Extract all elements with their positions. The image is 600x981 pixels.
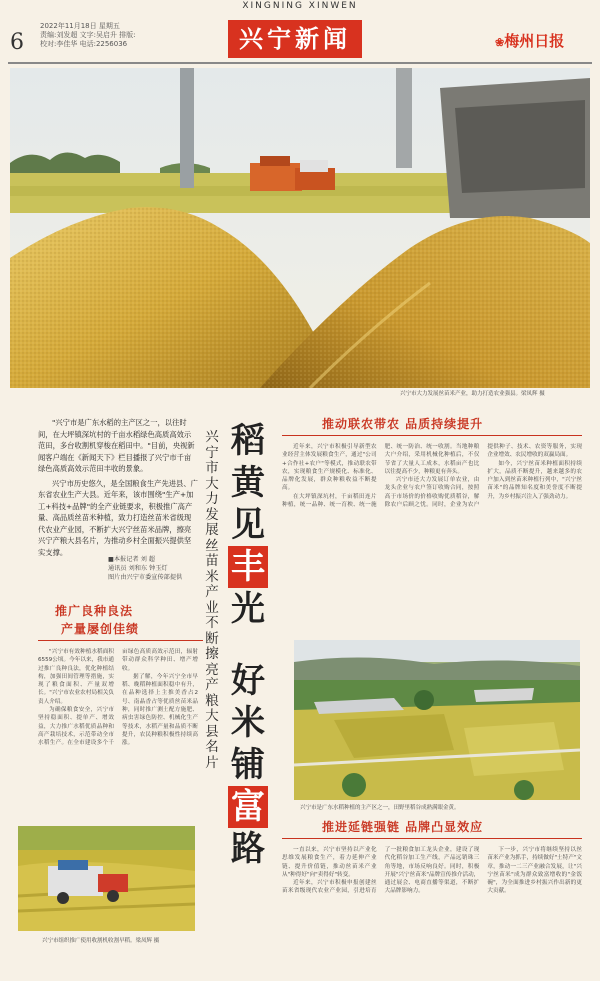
- section2-rule: [282, 435, 582, 436]
- harvester-illustration: [18, 826, 195, 931]
- byline-line: ■本报记者 刘 超: [108, 556, 155, 563]
- newspaper-logo-text: 梅州日报: [504, 32, 565, 50]
- section1-photo-caption: 兴宁市组织推广使用收割机收割早稻。梁凤辉 摄: [42, 938, 160, 944]
- section1-photo-harvester: [18, 826, 195, 931]
- body-paragraph: 近年来，兴宁市积极引导新型农业经营主体发展粮食生产，通过"公司+合作社+农户"等模式，推动联农带农，实现粮食生产规模化、标准化、品牌化发展，群众种粮收益不断提高。: [282, 444, 377, 492]
- section2-photo-aerial-fields: [294, 640, 580, 800]
- section3-body: [282, 846, 582, 974]
- newspaper-logo: [495, 30, 564, 51]
- header-meta-line: 校对:李佳华 电话:2256036: [40, 40, 128, 48]
- headline-char: 见: [231, 505, 265, 545]
- section3-title: 推进延链强链 品牌凸显效应: [322, 820, 484, 834]
- rice-harvest-illustration: [10, 68, 590, 388]
- body-paragraph: 下一步，兴宁市将继续坚持以丝苗米产业为抓手，持续做好"土特产"文章，推动一二三产业融合发展，让"兴宁丝苗米"成为群众致富增收的"金饭碗"，为全面推进乡村振兴作出新的更大贡献。: [487, 847, 582, 895]
- headline-subtitle: 兴宁市大力发展丝苗米产业不断擦亮产粮大县名片: [205, 429, 219, 771]
- headline-char: 米: [231, 703, 265, 743]
- body-paragraph: 在大坪镇深坑村，千亩稻田连片种植，统一品种、统一育秧、统一施肥、统一防治、统一收割。当地种粮大户介绍，采用机械化种植后，不仅节省了大量人工成本，水稻亩产也比以往提高不少，种粮更有奔头。: [282, 444, 480, 509]
- lead-paragraph: 兴宁市历史悠久，是全国粮食生产先进县、广东省农业生产大县。近年来，该市围绕"生产+加工+科技+品牌"的全产业链要求，积极推广高产量、高品质丝苗米种植，致力打造丝苗米省级现代农业产业园，不断扩大兴宁丝苗米品牌，擦亮兴宁产粮大县名片，为推动乡村全面振兴提供坚实支撑。: [38, 478, 198, 557]
- headline-char: 好: [231, 661, 265, 701]
- body-paragraph: 据了解，今年兴宁全市早稻、晚稻种植面积稳中有升，在品种选择上主推美香占2号、南晶香占等优质丝苗米品种，同时推广测土配方施肥、病虫害绿色防控、机械化生产等技术，水稻产量和品质不断提升，农民种粮积极性持续高涨。: [122, 673, 198, 747]
- section1-body: [38, 648, 198, 816]
- section1-title-line: 推广良种良法: [55, 604, 134, 618]
- section3-rule: [282, 838, 582, 839]
- header-rule: [8, 62, 592, 64]
- headline-char-highlight: 丰: [228, 546, 268, 588]
- section1-rule: [38, 640, 203, 641]
- plum-blossom-icon: ❀: [495, 36, 505, 49]
- header-meta-line: 责编:刘发超 文字:吴启升 排版:: [40, 31, 136, 39]
- lead-paragraphs: [38, 417, 198, 561]
- body-paragraph: "兴宁市有效种植水稻面积6559公顷。今年以来，我市通过推广良种良法，优化种植结构，加强田间管理等措施，实现了粮食面积、产量双增长。"兴宁市农业农村局相关负责人介绍。: [38, 649, 114, 705]
- header-meta: [40, 22, 136, 49]
- headline-char: 黄: [231, 463, 265, 503]
- header-pinyin: XINGNING XINWEN: [242, 1, 358, 11]
- section1-title: [55, 602, 139, 638]
- body-paragraph: 一直以来，兴宁市坚持以产业化思维发展粮食生产，着力延伸产业链、提升价值链，推动丝苗米产业从"种得好"向"卖得好"转变。: [282, 847, 377, 878]
- body-paragraph: 为确保粮食安全，兴宁市坚持稳面积、提单产、增效益，大力推广水稻优质品种和高产栽培技术，示范带动全市水稻生产。在全市建设多个千亩绿色高质高效示范田，辐射带动群众科学种田、增产增收。: [38, 649, 198, 747]
- hero-caption: 兴宁市大力发展丝苗米产业，助力打造农业强县。梁凤辉 摄: [400, 391, 545, 397]
- headline-main-col1: [228, 420, 268, 630]
- headline-main-col2: [228, 660, 268, 870]
- headline-char: 稻: [231, 421, 265, 461]
- section1-title-line: 产量屡创佳绩: [61, 622, 140, 636]
- section2-title: 推动联农带农 品质持续提升: [322, 417, 484, 431]
- headline-char-highlight: 富: [228, 786, 268, 828]
- headline-char: 路: [231, 829, 265, 869]
- aerial-fields-illustration: [294, 640, 580, 800]
- byline-line: 图片由兴宁市委宣传部提供: [108, 574, 183, 581]
- section-title-banner: 兴宁新闻: [228, 20, 362, 58]
- lead-paragraph: "兴宁市是广东水稻的主产区之一，以往时间，在大坪镇深坑村的千亩水稻绿色高质高效示范田，多台收割机穿梭在稻田中。"目前，央视新闻客户端在《新闻天下》栏目播报了兴宁市千亩绿色高质高效示范田丰收的景象。: [38, 418, 195, 473]
- body-paragraph: 近年来，兴宁市积极申报创建丝苗米省级现代农业产业园，引进培育了一批粮食加工龙头企业，建设了现代化稻谷加工生产线，产品远销珠三角等地，市场反响良好。同时，积极开展"兴宁丝苗米"品牌宣传推介活动，通过展会、电商直播等渠道，不断扩大品牌影响力。: [282, 847, 480, 895]
- byline-line: 通讯员 刘和东 钟玉灯: [108, 565, 168, 572]
- section2-body: [282, 443, 582, 635]
- headline-char: 铺: [231, 745, 265, 785]
- header-meta-line: 2022年11月18日 星期五: [40, 22, 120, 30]
- page-number: 6: [10, 30, 24, 55]
- headline-char: 光: [231, 589, 265, 629]
- body-paragraph: 如今，兴宁丝苗米种植面积持续扩大，品质不断提升，越来越多的农户加入到丝苗米种植行列中，"兴宁丝苗米"的品牌知名度和美誉度不断提升，为乡村振兴注入了强劲动力。: [487, 460, 582, 500]
- body-paragraph: 兴宁市还大力发展订单农业，由龙头企业与农户签订收购合同，按照高于市场价的价格收购优质稻谷，解除农户后顾之忧。同时，企业为农户提供种子、技术、农资等服务，实现企业增效、农民增收的双赢局面。: [384, 444, 582, 509]
- byline: [108, 555, 182, 582]
- hero-photo-rice-harvest: [10, 68, 590, 388]
- section2-photo-caption: 兴宁市是广东水稻种植的主产区之一，田野里稻谷成熟满眼金黄。: [300, 805, 460, 811]
